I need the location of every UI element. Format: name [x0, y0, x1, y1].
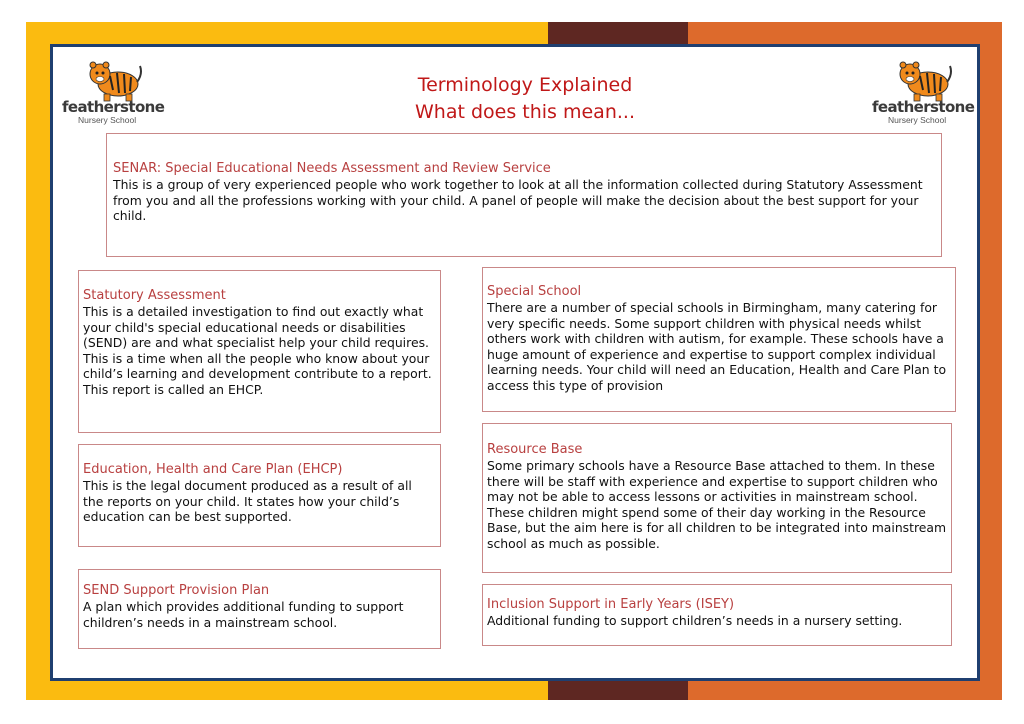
senar-heading: SENAR: Special Educational Needs Assessment and Review Service [113, 161, 551, 176]
ehcp-box [78, 444, 441, 547]
school-logo-right [872, 58, 975, 130]
special-school-body: There are a number of special schools in Birmingham, many catering for very specific needs. Some support children with physical needs whilst others work with children with autism, for example. These schools have a huge amount of experience and expertise to support complex individual learning needs. Your child will need an Education, Health and Care Plan to access this type of provision [487, 300, 947, 393]
ehcp-heading: Education, Health and Care Plan (EHCP) [83, 462, 343, 477]
send-plan-box [78, 569, 441, 649]
senar-box [106, 133, 942, 257]
title-line-1: Terminology Explained [417, 74, 633, 96]
senar-body: This is a group of very experienced people who work together to look at all the information collected during Statutory Assessment from you and all the professions working with your child. A panel of people will make the decision about the best support for your child. [113, 177, 923, 224]
send-plan-body: A plan which provides additional funding to support children’s needs in a mainstream school. [83, 599, 404, 630]
logo-wordmark: featherstone [62, 98, 165, 116]
resource-base-heading: Resource Base [487, 442, 583, 457]
tiger-icon [84, 58, 144, 102]
logo-subtitle: Nursery School [78, 115, 137, 125]
resource-base-body: Some primary schools have a Resource Base attached to them. In these there will be staff with experience and expertise to support children who may not be able to access lessons or activities in mainstream school. These children might spend some of their day working in the Resource Base, but the aim here is for all children to be integrated into mainstream school as much as possible. [487, 458, 947, 551]
statutory-assessment-heading: Statutory Assessment [83, 288, 226, 303]
isey-box [482, 584, 952, 646]
isey-heading: Inclusion Support in Early Years (ISEY) [487, 597, 735, 612]
isey-body: Additional funding to support children’s needs in a nursery setting. [487, 613, 903, 628]
school-logo-left [62, 58, 165, 130]
logo-wordmark: featherstone [872, 98, 975, 116]
tiger-icon [894, 58, 954, 102]
statutory-assessment-body: This is a detailed investigation to find out exactly what your child's special educational needs or disabilities (SEND) are and what specialist help your child requires. This is a time when all the people who know about your child’s learning and development contribute to a report. This report is called an EHCP. [83, 304, 432, 397]
logo-subtitle: Nursery School [888, 115, 947, 125]
send-plan-heading: SEND Support Provision Plan [83, 583, 270, 598]
resource-base-box [482, 423, 952, 573]
title-line-2: What does this mean... [415, 101, 635, 123]
special-school-heading: Special School [487, 284, 582, 299]
page-title [300, 72, 750, 126]
special-school-box [482, 267, 956, 412]
ehcp-body: This is the legal document produced as a result of all the reports on your child. It states how your child’s education can be best supported. [83, 478, 412, 525]
statutory-assessment-box [78, 270, 441, 433]
